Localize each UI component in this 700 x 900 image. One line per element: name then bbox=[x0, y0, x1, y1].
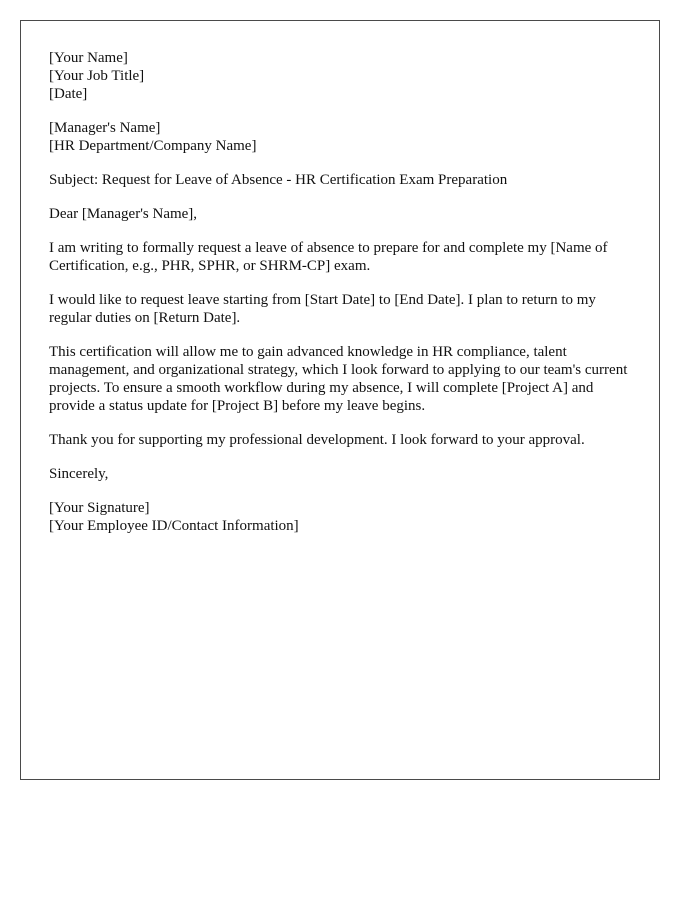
letter-date: [Date] bbox=[49, 86, 88, 102]
signature-block bbox=[49, 499, 639, 535]
salutation: Dear [Manager's Name], bbox=[49, 206, 198, 222]
contact-info: [Your Employee ID/Contact Information] bbox=[49, 518, 299, 534]
letter-page bbox=[20, 20, 660, 780]
paragraph-purpose: I am writing to formally request a leave of absence to prepare for and complete my [Name of Certification, e.g., PHR, SPHR, or SHRM-CP] exam. bbox=[49, 240, 608, 274]
sender-block bbox=[49, 49, 639, 103]
recipient-name: [Manager's Name] bbox=[49, 120, 161, 136]
paragraph-benefits: This certification will allow me to gain advanced knowledge in HR compliance, talent management, and organizational strategy, which I look forward to applying to our team's current projects. To ensure a smooth workflow during my absence, I will complete [Project A] and provide a status update for [Project B] before my leave begins. bbox=[49, 344, 628, 414]
paragraph-thanks: Thank you for supporting my professional development. I look forward to your approval. bbox=[49, 432, 585, 448]
recipient-block bbox=[49, 119, 639, 155]
sender-name: [Your Name] bbox=[49, 50, 128, 66]
paragraph-dates: I would like to request leave starting from [Start Date] to [End Date]. I plan to return to my regular duties on [Return Date]. bbox=[49, 292, 596, 326]
closing: Sincerely, bbox=[49, 466, 109, 482]
letter-body bbox=[49, 49, 639, 551]
signature: [Your Signature] bbox=[49, 500, 150, 516]
sender-job-title: [Your Job Title] bbox=[49, 68, 145, 84]
subject-line: Subject: Request for Leave of Absence - HR Certification Exam Preparation bbox=[49, 172, 508, 188]
recipient-department: [HR Department/Company Name] bbox=[49, 138, 257, 154]
